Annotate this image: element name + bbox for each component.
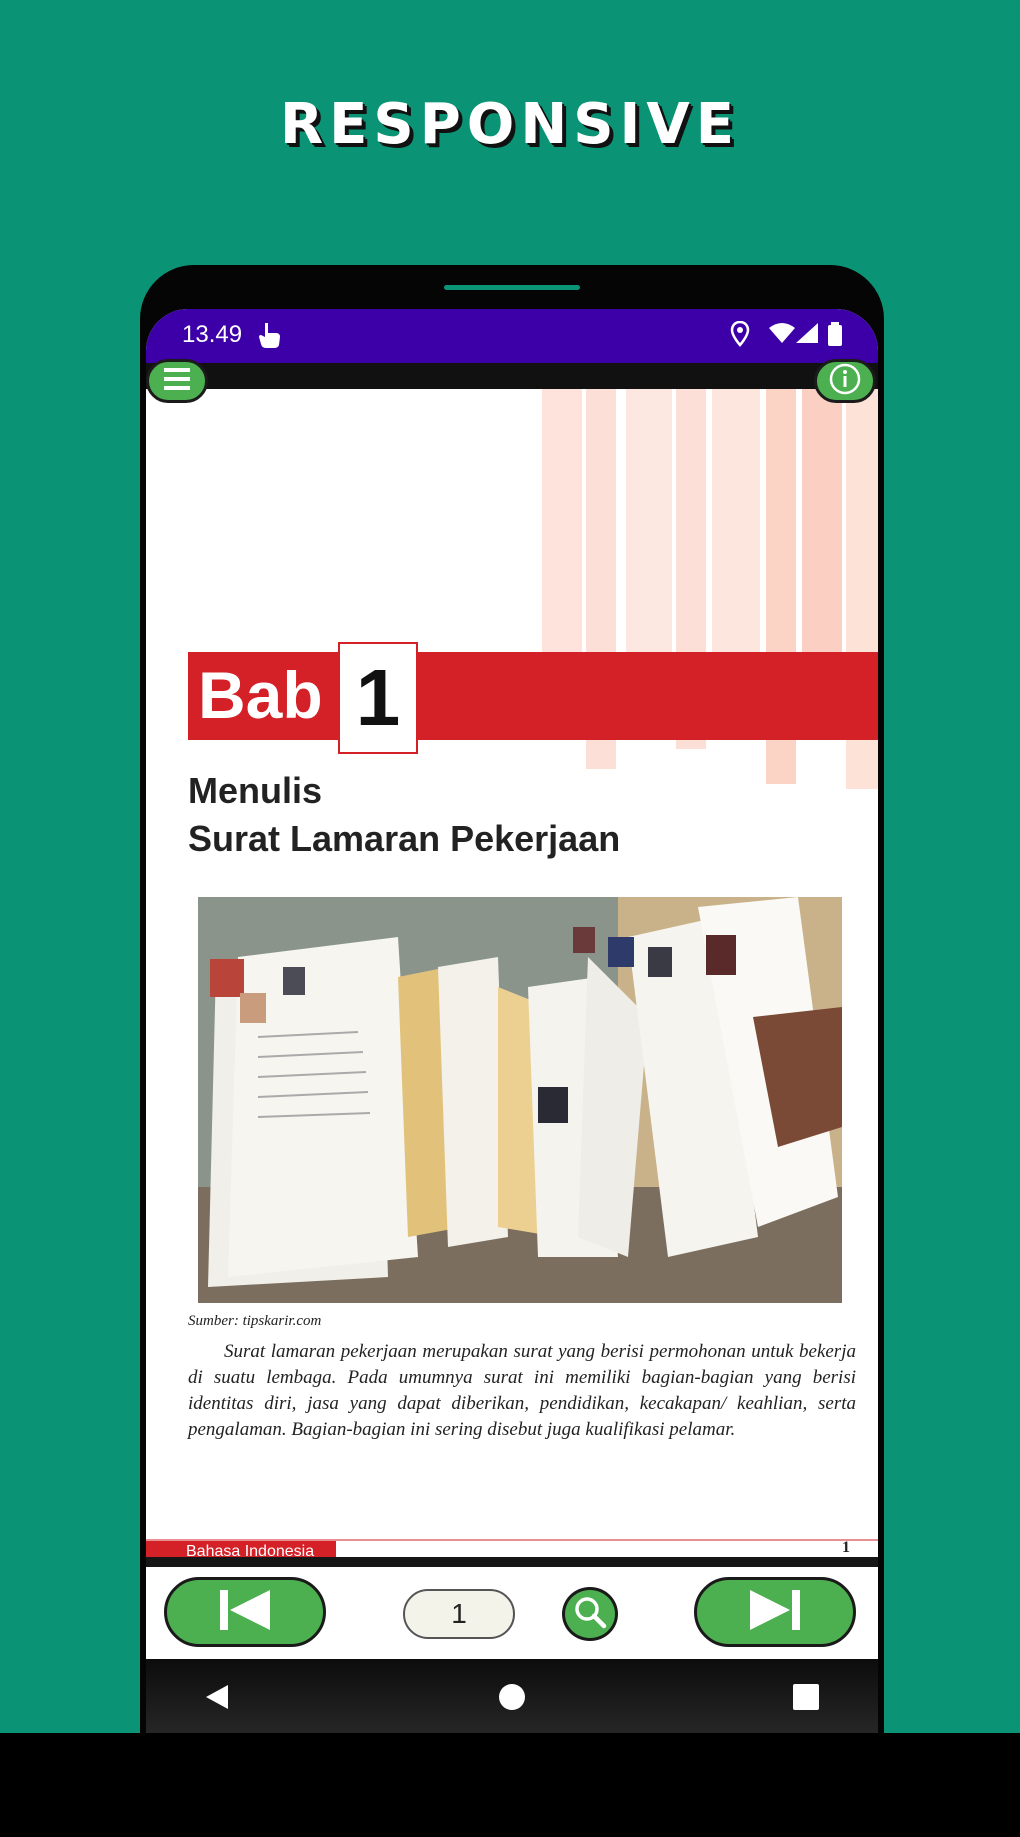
footer-subject: Bahasa Indonesia xyxy=(146,1541,336,1557)
hand-pointer-icon xyxy=(256,321,282,353)
chapter-paragraph: Surat lamaran pekerjaan merupakan surat yang berisi permohonan untuk bekerja di suatu lembaga. Pada umumnya surat ini memiliki bagian-bagian yang berisi identitas diri, jasa yang dapat diberikan, pendidikan, kecakapan/ keahlian, serta pengalaman. Bagian-bagian ini sering disebut juga kualifikasi pelamar. xyxy=(188,1341,856,1440)
status-bar xyxy=(146,309,878,363)
decor-stripe xyxy=(542,389,582,659)
page-number-input[interactable]: 1 xyxy=(403,1589,515,1639)
info-icon xyxy=(829,363,861,399)
status-time: 13.49 xyxy=(182,321,243,348)
search-icon xyxy=(573,1595,607,1633)
info-button[interactable] xyxy=(814,359,876,403)
recents-icon[interactable] xyxy=(792,1683,820,1715)
chapter-title-line1: Menulis xyxy=(188,770,323,811)
promo-title: RESPONSIVE xyxy=(280,92,740,157)
skip-next-icon xyxy=(748,1588,802,1636)
reader-controls xyxy=(146,1567,878,1659)
phone-frame xyxy=(140,265,884,1733)
skip-previous-icon xyxy=(218,1588,272,1636)
location-icon xyxy=(730,321,750,351)
chapter-word: Bab xyxy=(198,658,323,732)
reader-toolbar xyxy=(146,363,878,389)
previous-page-button[interactable] xyxy=(164,1577,326,1647)
menu-button[interactable] xyxy=(146,359,208,403)
next-page-button[interactable] xyxy=(694,1577,856,1647)
back-icon[interactable] xyxy=(204,1683,230,1715)
photo-caption: Sumber: tipskarir.com xyxy=(188,1313,322,1329)
signal-icon xyxy=(794,321,820,349)
phone-speaker xyxy=(444,285,580,290)
home-icon[interactable] xyxy=(498,1683,526,1715)
footer-page-number: 1 xyxy=(842,1539,850,1556)
bottom-band xyxy=(0,1733,1020,1837)
chapter-photo xyxy=(198,897,842,1303)
decor-stripe xyxy=(712,389,760,689)
phone-screen xyxy=(146,309,878,1733)
chapter-title-line2: Surat Lamaran Pekerjaan xyxy=(188,818,621,859)
chapter-title xyxy=(188,767,620,863)
page-shadow xyxy=(146,1557,878,1567)
battery-icon xyxy=(826,321,844,351)
book-page[interactable] xyxy=(146,389,878,1557)
menu-icon xyxy=(163,366,191,396)
wifi-icon xyxy=(768,321,796,349)
system-navigation-bar xyxy=(146,1659,878,1733)
chapter-number: 1 xyxy=(338,642,418,754)
search-button[interactable] xyxy=(562,1587,618,1641)
